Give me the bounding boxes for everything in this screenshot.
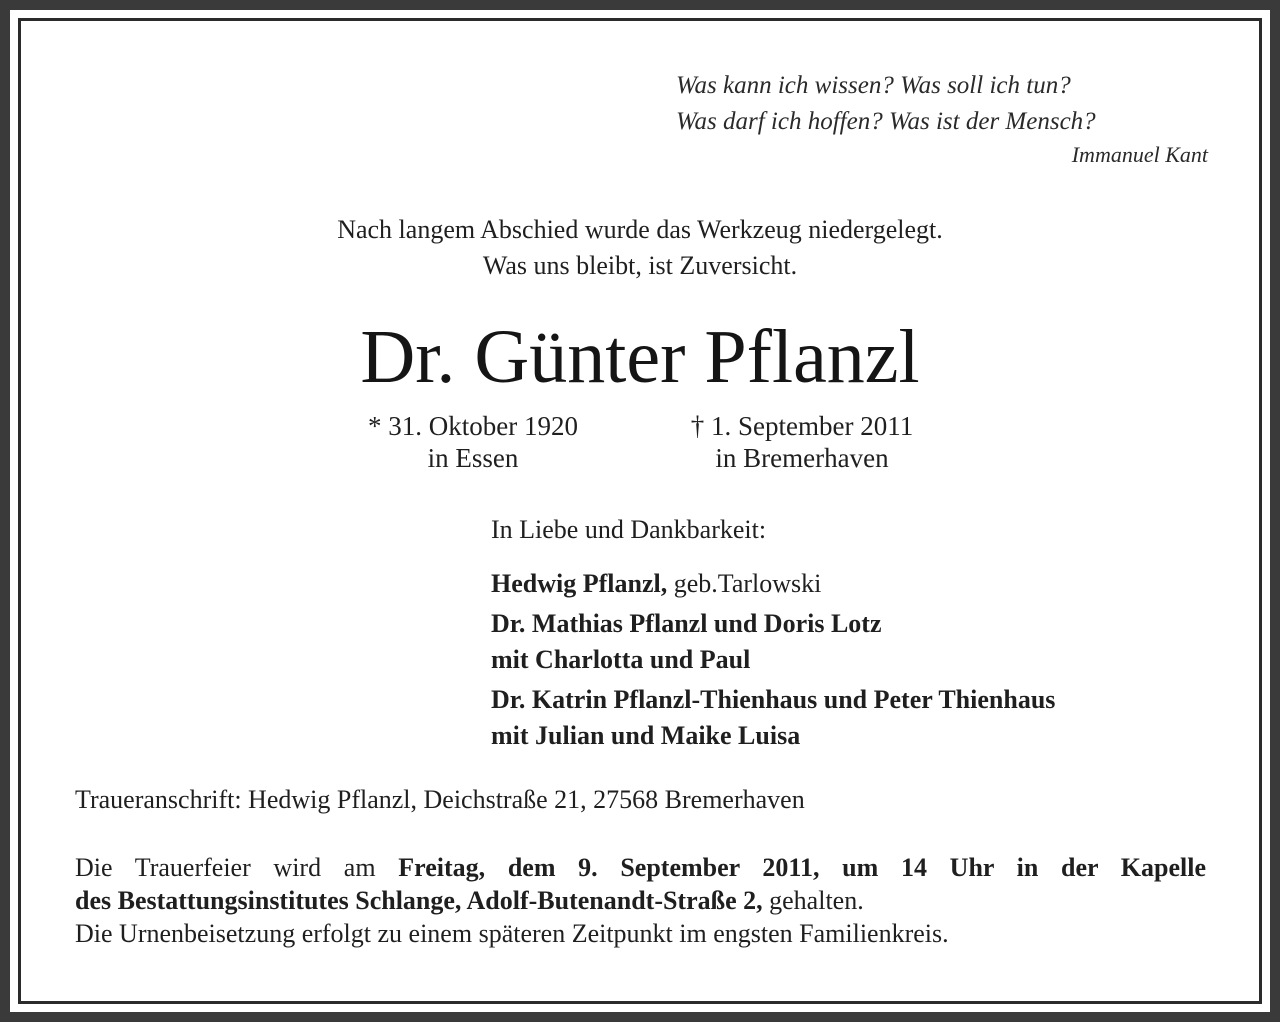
death-place: in Bremerhaven xyxy=(715,443,889,473)
family-2-line-1: Dr. Mathias Pflanzl und Doris Lotz xyxy=(491,609,882,638)
widow-note: geb.Tarlowski xyxy=(673,569,822,598)
mourners-lead: In Liebe und Dankbarkeit: xyxy=(491,515,767,544)
widow-name: Hedwig Pflanzl, xyxy=(491,569,668,598)
intro-line-2: Was uns bleibt, ist Zuversicht. xyxy=(482,251,798,280)
ceremony-line-1 xyxy=(75,851,1206,884)
birth-info xyxy=(340,410,606,474)
quote-author: Immanuel Kant xyxy=(1071,142,1208,167)
urn-burial-note: Die Urnenbeisetzung erfolgt zu einem späteren Zeitpunkt im engsten Familienkreis. xyxy=(75,919,949,948)
intro-line-1: Nach langem Abschied wurde das Werkzeug niedergelegt. xyxy=(337,215,943,244)
intro-text xyxy=(0,212,1280,284)
family-2-line-2: mit Charlotta und Paul xyxy=(491,645,751,674)
ceremony-location: des Bestattungsinstitutes Schlange, Adolf-Butenandt-Straße 2, xyxy=(75,886,763,915)
death-info xyxy=(664,410,940,474)
family-3-line-1: Dr. Katrin Pflanzl-Thienhaus und Peter Thienhaus xyxy=(491,685,1056,714)
ceremony-date-place: Freitag, dem 9. September 2011, um 14 Uhr in der Kapelle xyxy=(398,853,1207,882)
quote-line-1: Was kann ich wissen? Was soll ich tun? xyxy=(676,72,1071,99)
ceremony-info xyxy=(75,851,1206,950)
ceremony-pre: Die Trauerfeier wird am xyxy=(75,853,376,882)
birth-place: in Essen xyxy=(427,443,519,473)
quote-line-2: Was darf ich hoffen? Was ist der Mensch? xyxy=(676,108,1096,135)
deceased-name: Dr. Günter Pflanzl xyxy=(360,315,920,399)
mourner-family-2 xyxy=(491,606,1055,678)
mourners-list xyxy=(491,512,1055,758)
mourner-family-3 xyxy=(491,682,1055,754)
kant-quote xyxy=(676,68,1216,140)
ceremony-post: gehalten. xyxy=(769,886,864,915)
mourner-widow xyxy=(491,566,1055,602)
family-3-line-2: mit Julian und Maike Luisa xyxy=(491,721,801,750)
ceremony-line-2 xyxy=(75,884,1206,917)
death-date: † 1. September 2011 xyxy=(690,411,914,441)
birth-date: * 31. Oktober 1920 xyxy=(368,411,578,441)
mourning-address: Traueranschrift: Hedwig Pflanzl, Deichstraße 21, 27568 Bremerhaven xyxy=(75,785,805,814)
